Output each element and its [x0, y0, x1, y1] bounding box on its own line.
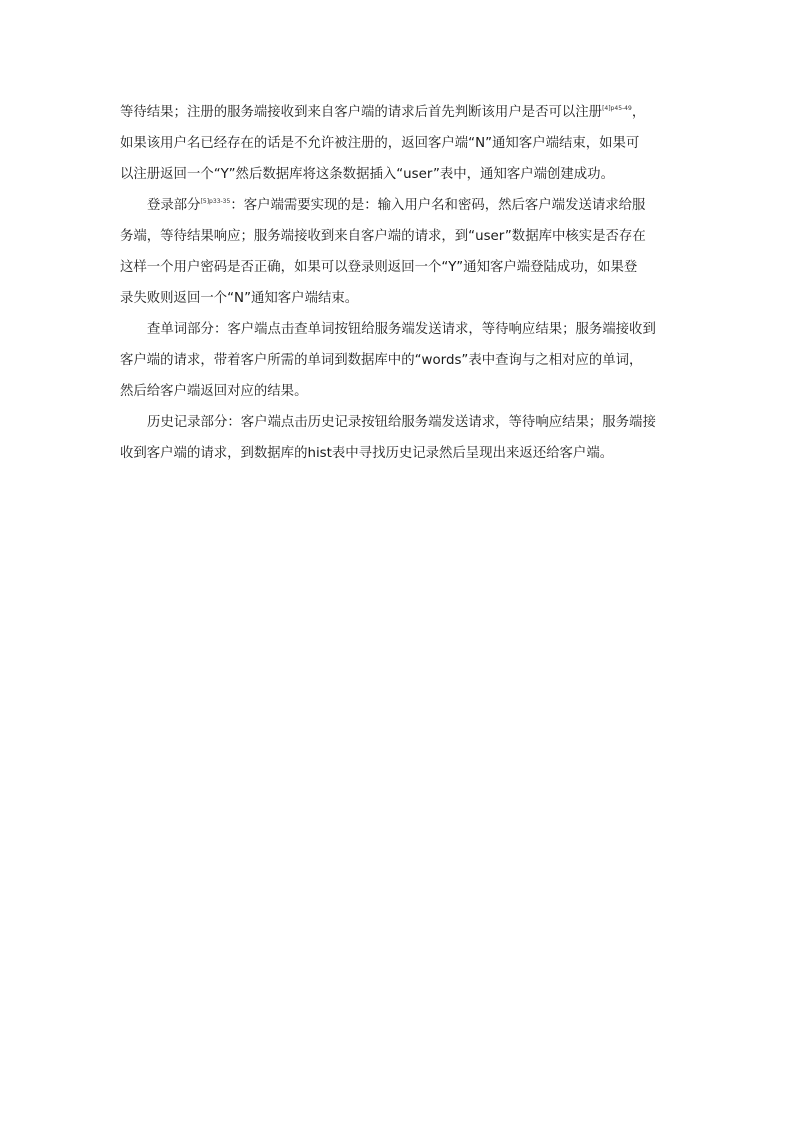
citation-superscript: [4]p45-49: [602, 105, 632, 112]
text-line: 历史记录部分：客户端点击历史记录按钮给服务端发送请求，等待响应结果；服务端接: [147, 415, 656, 430]
paragraph-register: [120, 97, 676, 190]
text-line: [120, 97, 676, 128]
text-line: 务端，等待结果响应；服务端接收到来自客户端的请求，到“user”数据库中核实是否存在: [120, 229, 646, 244]
line-tail: ，: [631, 105, 646, 120]
text-line: 收到客户端的请求，到数据库的hist表中寻找历史记录然后呈现出来返还给客户端。: [120, 446, 614, 461]
paragraph-login: [120, 190, 676, 314]
document-body: [120, 97, 676, 469]
text-line: 以注册返回一个“Y”然后数据库将这条数据插入“user”表中，通知客户端创建成功。: [120, 167, 614, 182]
line-tail: ：客户端需要实现的是：输入用户名和密码，然后客户端发送请求给服: [230, 198, 646, 213]
paragraph-history: [120, 407, 676, 469]
text-line: 录失败则返回一个“N”通知客户端结束。: [120, 291, 359, 306]
line-text: 登录部分: [147, 198, 201, 213]
text-line: 查单词部分：客户端点击查单词按钮给服务端发送请求，等待响应结果；服务端接收到: [147, 322, 656, 337]
text-line: [120, 190, 676, 221]
citation-superscript: [5]p33-35: [200, 198, 231, 205]
paragraph-lookup: [120, 314, 676, 407]
line-text: 等待结果；注册的服务端接收到来自客户端的请求后首先判断该用户是否可以注册: [120, 105, 603, 120]
text-line: 客户端的请求，带着客户所需的单词到数据库中的“words”表中查询与之相对应的单词，: [120, 353, 643, 368]
text-line: 然后给客户端返回对应的结果。: [120, 384, 308, 399]
text-line: 这样一个用户密码是否正确，如果可以登录则返回一个“Y”通知客户端登陆成功，如果登: [120, 260, 638, 275]
text-line: 如果该用户名已经存在的话是不允许被注册的，返回客户端“N”通知客户端结束，如果可: [120, 136, 640, 151]
